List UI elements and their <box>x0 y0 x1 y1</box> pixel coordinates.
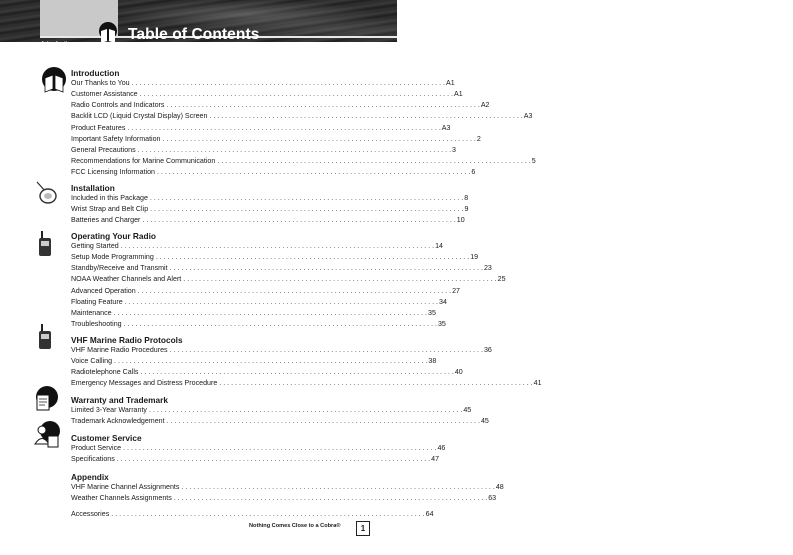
entry-title: Product Features <box>71 123 126 132</box>
dot-leader <box>140 89 453 100</box>
entry-title: Specifications <box>71 455 115 464</box>
entry-title: Backlit LCD (Liquid Crystal Display) Screen <box>71 112 208 121</box>
entry-title: Accessories <box>71 510 110 518</box>
entry-title: Floating Feature <box>71 297 123 306</box>
entry-title: Important Safety Information <box>71 134 161 143</box>
dot-leader <box>132 78 445 89</box>
dot-leader <box>150 193 463 204</box>
entry-page: 63 <box>488 494 497 503</box>
entry-page: 34 <box>439 297 447 306</box>
dot-leader <box>138 286 451 297</box>
toc-section-warranty <box>71 395 489 427</box>
entry-title: Voice Calling <box>71 357 113 366</box>
dot-leader <box>217 156 530 167</box>
entry-page: 2 <box>476 134 481 143</box>
entry-page: 27 <box>452 286 460 295</box>
radio-antenna-icon <box>36 323 54 351</box>
header-banner <box>0 0 397 47</box>
entry-page: 8 <box>464 194 469 202</box>
entry-title: Weather Channels Assignments <box>71 494 172 503</box>
section-title: Warranty and Trademark <box>71 395 168 405</box>
dot-leader <box>117 454 430 465</box>
dot-leader <box>111 509 424 520</box>
dot-leader <box>170 345 483 356</box>
customer-service-icon <box>32 420 64 450</box>
toc-entry[interactable] <box>71 167 476 178</box>
section-title: Customer Service <box>71 433 142 443</box>
toc-entry[interactable] <box>71 308 436 319</box>
entry-title: Standby/Receive and Transmit <box>71 264 168 273</box>
toc-entry[interactable] <box>71 263 492 274</box>
entry-title: Maintenance <box>71 308 112 317</box>
entry-page: 6 <box>471 168 476 177</box>
entry-page: 5 <box>531 156 536 165</box>
entry-page: 19 <box>470 253 479 262</box>
entry-page: 14 <box>435 242 443 250</box>
toc-section-accessories <box>71 509 434 520</box>
entry-title: Emergency Messages and Distress Procedure <box>71 379 218 388</box>
entry-title: Product Service <box>71 444 122 452</box>
entry-title: Trademark Acknowledgement <box>71 417 165 426</box>
toc-entry[interactable] <box>71 89 463 100</box>
section-title: VHF Marine Radio Protocols <box>71 335 183 345</box>
toc-entry[interactable] <box>71 356 437 367</box>
toc-entry[interactable] <box>71 286 460 297</box>
toc-entry[interactable] <box>71 319 446 330</box>
dot-leader <box>124 319 437 330</box>
toc-entry[interactable] <box>71 145 456 156</box>
entry-page: 38 <box>428 357 437 366</box>
dot-leader <box>219 378 532 389</box>
toc-entry[interactable] <box>71 156 536 167</box>
entry-page: A1 <box>454 90 463 99</box>
entry-title: VHF Marine Radio Procedures <box>71 346 168 354</box>
toc-entry[interactable] <box>71 378 542 389</box>
dot-leader <box>156 252 469 263</box>
toc-section-operating <box>71 231 506 330</box>
dot-leader <box>138 145 451 156</box>
toc-section-customer-service <box>71 433 446 465</box>
entry-page: 3 <box>452 145 456 154</box>
radio-icon <box>36 230 54 258</box>
entry-title: VHF Marine Channel Assignments <box>71 483 180 491</box>
dot-leader <box>163 134 476 145</box>
dot-leader <box>125 297 438 308</box>
document-icon <box>32 385 60 413</box>
toc-entry[interactable] <box>71 241 443 252</box>
entry-page: 36 <box>483 346 492 354</box>
toc-section-appendix <box>71 472 504 504</box>
dot-leader <box>140 367 453 378</box>
entry-page: A2 <box>480 101 490 110</box>
toc-entry[interactable] <box>71 405 472 416</box>
dot-leader <box>166 100 479 111</box>
entry-title: NOAA Weather Channels and Alert <box>71 275 182 284</box>
entry-title: Our Thanks to You <box>71 79 130 87</box>
entry-title: Limited 3-Year Warranty <box>71 406 147 414</box>
dot-leader <box>149 405 462 416</box>
toc-entry[interactable] <box>71 100 490 111</box>
toc-entry[interactable] <box>71 274 506 285</box>
belt-clip-icon <box>34 180 60 206</box>
toc-entry[interactable] <box>71 78 455 89</box>
entry-title: Wrist Strap and Belt Clip <box>71 205 149 214</box>
dot-leader <box>127 123 440 134</box>
entry-title: Batteries and Charger <box>71 216 141 225</box>
entry-page: 23 <box>483 264 492 273</box>
entry-title: Radio Controls and Indicators <box>71 101 165 110</box>
entry-page: 40 <box>454 368 463 377</box>
entry-page: A1 <box>446 79 455 87</box>
footer-tagline: Nothing Comes Close to a Cobra® <box>249 523 341 529</box>
entry-page: 47 <box>431 455 440 464</box>
dot-leader <box>150 204 463 215</box>
dot-leader <box>183 274 496 285</box>
book-icon <box>96 21 120 45</box>
section-title: Operating Your Radio <box>71 231 156 241</box>
toc-entry[interactable] <box>71 193 469 204</box>
entry-page: 41 <box>533 379 542 388</box>
toc-entry[interactable] <box>71 345 492 356</box>
toc-entry[interactable] <box>71 443 446 454</box>
toc-entry[interactable] <box>71 509 434 520</box>
entry-page: A3 <box>523 112 533 121</box>
entry-title: Included in this Package <box>71 194 148 202</box>
toc-entry[interactable] <box>71 123 451 134</box>
page-number: 1 <box>356 521 370 536</box>
entry-title: Customer Assistance <box>71 90 138 99</box>
toc-entry[interactable] <box>71 297 447 308</box>
toc-section-installation <box>71 183 469 226</box>
entry-page: 10 <box>456 216 465 225</box>
toc-entry[interactable] <box>71 493 497 504</box>
entry-page: 45 <box>463 406 472 414</box>
section-title: Introduction <box>71 68 120 78</box>
dot-leader <box>209 111 522 122</box>
toc-entry[interactable] <box>71 204 469 215</box>
entry-page: 9 <box>464 205 469 214</box>
book-icon <box>40 66 68 94</box>
entry-page: 35 <box>428 308 436 317</box>
toc-entry[interactable] <box>71 111 533 122</box>
dot-leader <box>170 263 483 274</box>
toc-entry[interactable] <box>71 454 440 465</box>
entry-page: A3 <box>441 123 451 132</box>
entry-page: 45 <box>480 417 489 426</box>
dot-leader <box>174 493 487 504</box>
section-label: Introduction <box>42 41 75 47</box>
entry-title: Getting Started <box>71 242 119 250</box>
dot-leader <box>114 308 427 319</box>
dot-leader <box>157 167 470 178</box>
entry-title: Troubleshooting <box>71 319 122 328</box>
toc-entry[interactable] <box>71 215 465 226</box>
dot-leader <box>123 443 436 454</box>
dot-leader <box>114 356 427 367</box>
toc-section-protocols <box>71 335 542 390</box>
dot-leader <box>142 215 455 226</box>
entry-title: Advanced Operation <box>71 286 136 295</box>
dot-leader <box>167 416 480 427</box>
entry-page: 35 <box>437 319 446 328</box>
toc-entry[interactable] <box>71 367 463 378</box>
entry-title: Recommendations for Marine Communication <box>71 156 216 165</box>
entry-page: 48 <box>495 483 504 491</box>
dot-leader <box>181 482 494 493</box>
entry-title: Radiotelephone Calls <box>71 368 139 377</box>
section-title: Appendix <box>71 472 109 482</box>
entry-page: 25 <box>497 275 506 284</box>
section-title: Installation <box>71 183 115 193</box>
entry-title: General Precautions <box>71 145 136 154</box>
page-title: Table of Contents <box>128 26 260 43</box>
toc-entry[interactable] <box>71 134 481 145</box>
entry-page: 64 <box>425 510 434 518</box>
toc-section-introduction <box>71 68 536 178</box>
entry-title: Setup Mode Programming <box>71 253 154 262</box>
toc-entry[interactable] <box>71 416 489 427</box>
toc-entry[interactable] <box>71 252 479 263</box>
entry-page: 46 <box>437 444 446 452</box>
dot-leader <box>121 241 434 252</box>
toc-entry[interactable] <box>71 482 504 493</box>
entry-title: FCC Licensing Information <box>71 168 155 177</box>
